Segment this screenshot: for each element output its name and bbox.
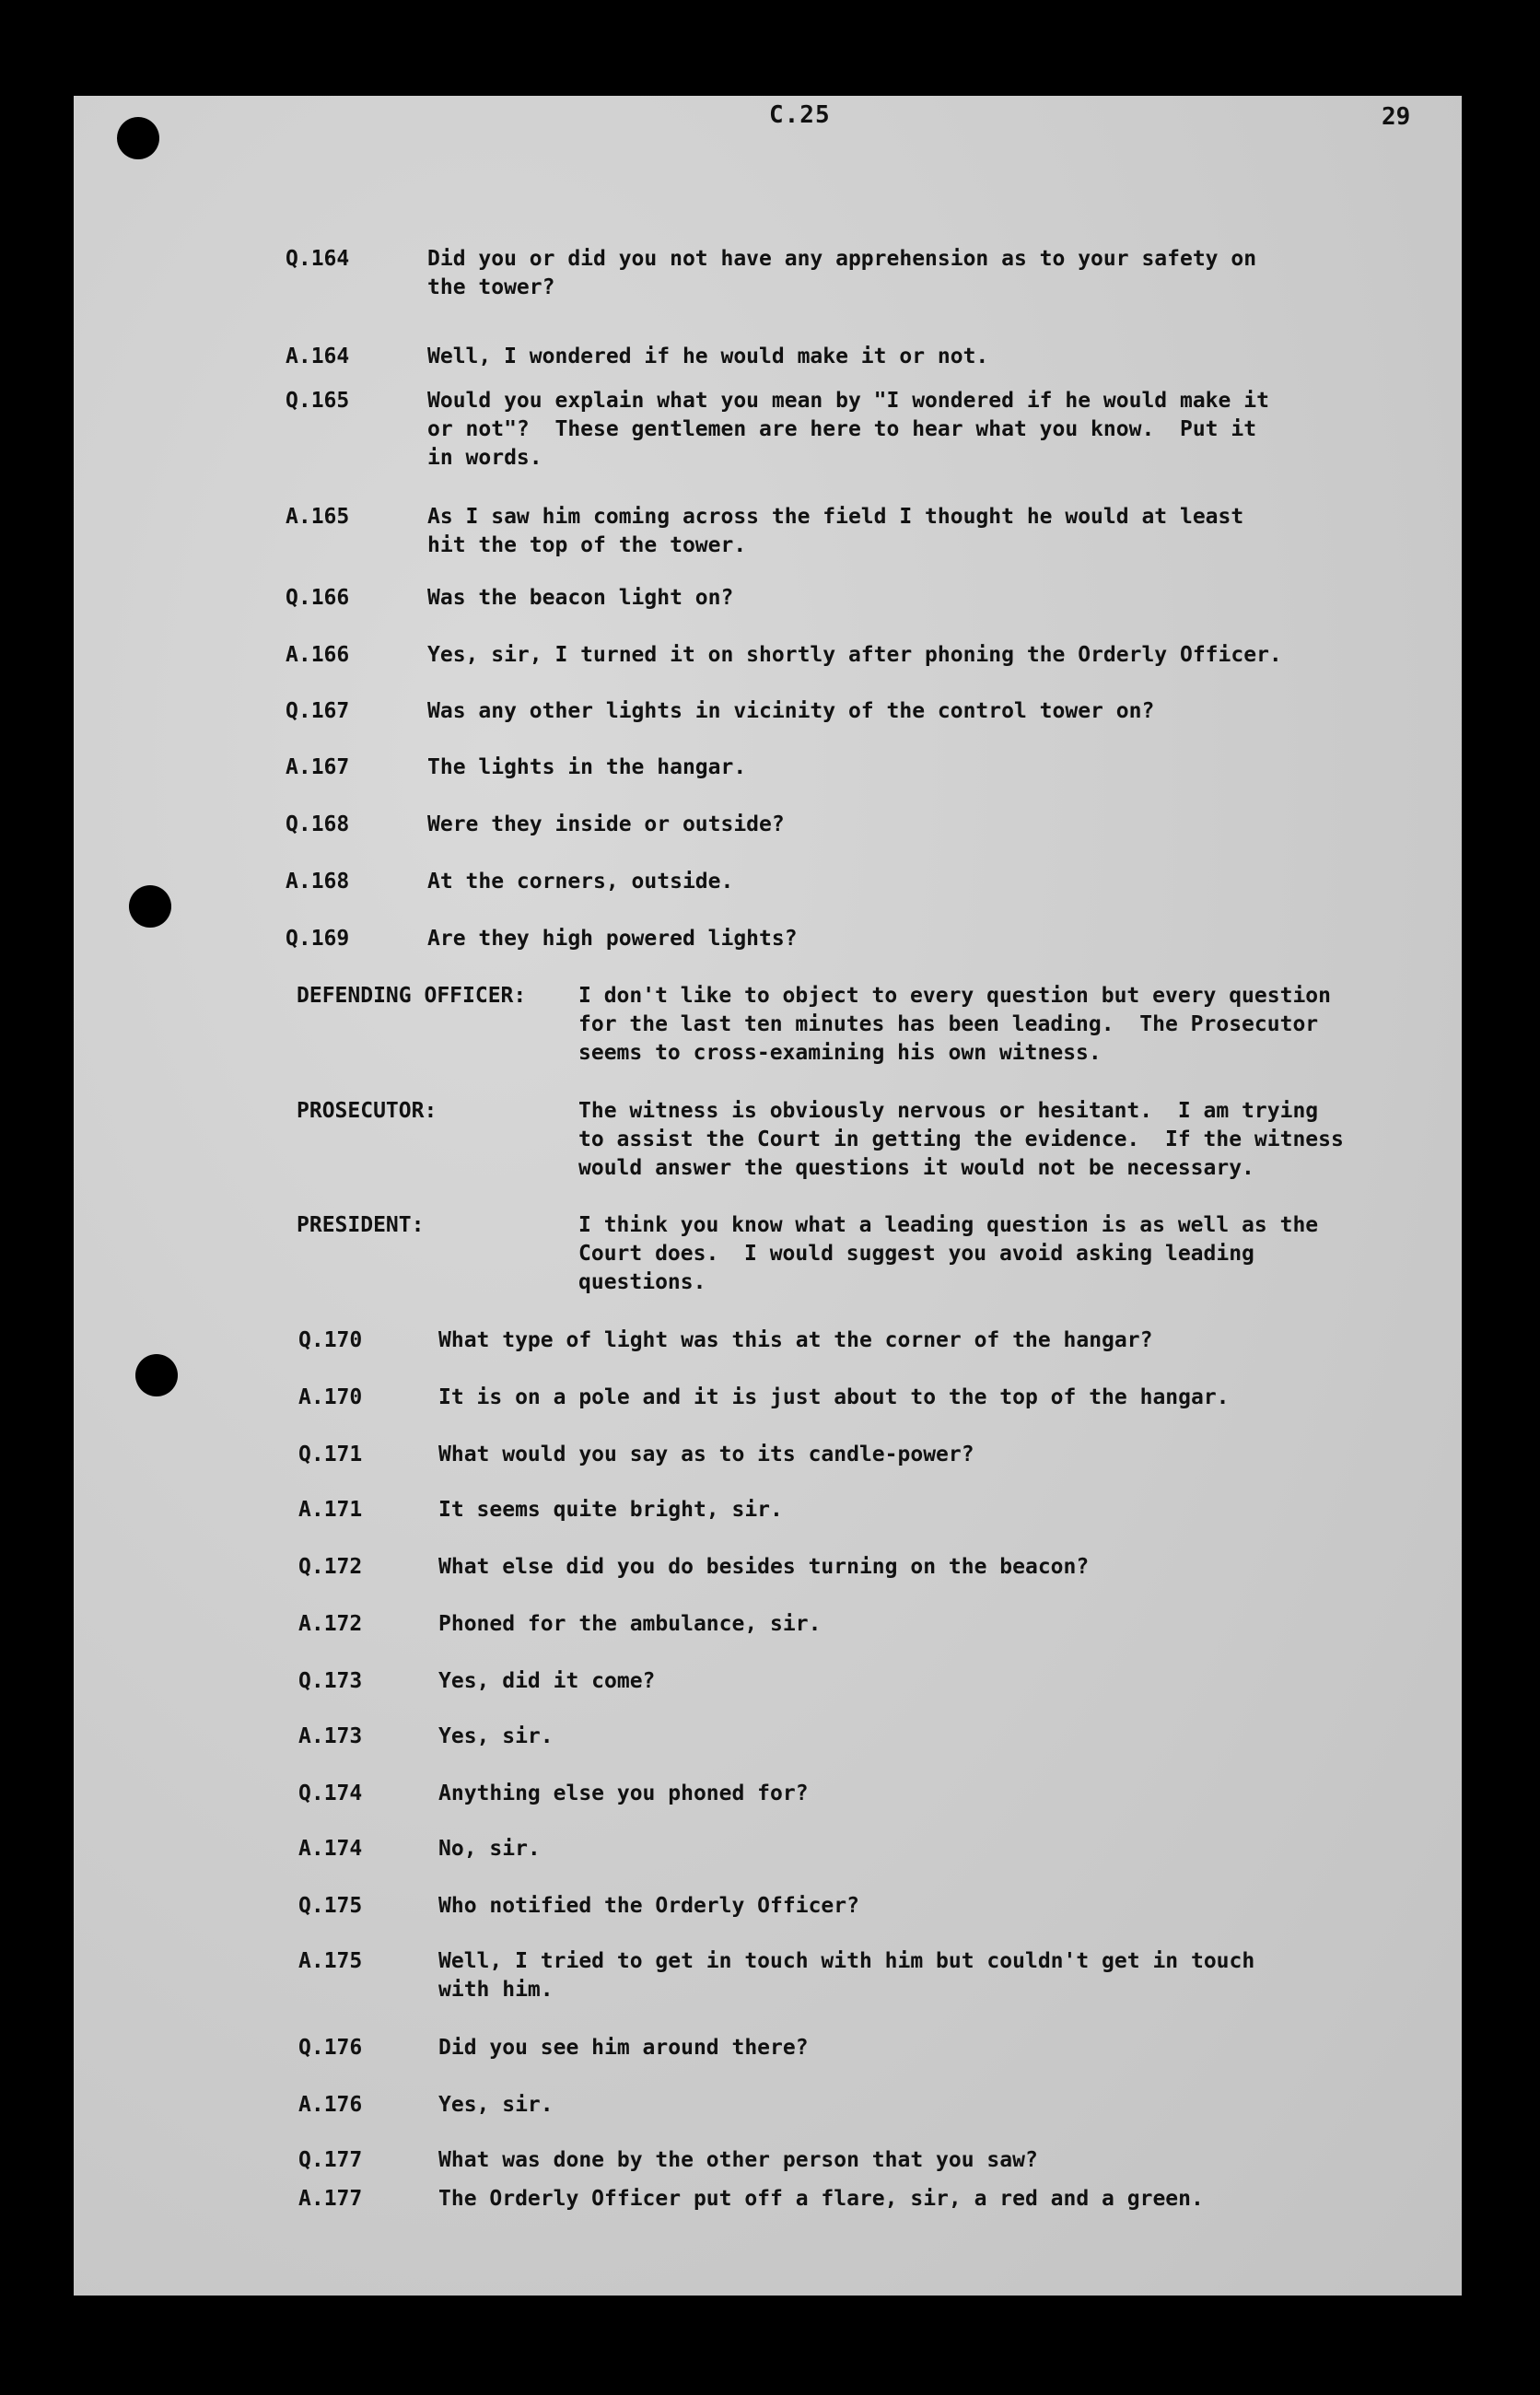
speaker-text-line: questions. [578,1270,706,1294]
qa-text-line: hit the top of the tower. [427,533,747,557]
qa-text-line: Yes, sir. [438,1724,554,1748]
qa-entry [298,1441,1437,1469]
qa-label: Q.167 [286,699,350,723]
qa-entry [298,1610,1437,1639]
punch-hole-1 [117,117,159,159]
qa-label: Q.170 [298,1328,363,1352]
speaker-entry [297,982,1437,1068]
qa-entry [286,811,1437,839]
qa-text-line: The Orderly Officer put off a flare, sir, a red and a green. [438,2187,1204,2211]
qa-text-line: Phoned for the ambulance, sir. [438,1612,822,1636]
page-header-code: C.25 [769,101,831,129]
qa-entry [286,584,1437,613]
qa-entry [298,2091,1437,2120]
speaker-label: DEFENDING OFFICER: [297,984,527,1008]
speaker-label: PROSECUTOR: [297,1099,438,1123]
qa-text-line: in words. [427,446,542,470]
qa-text-line: As I saw him coming across the field I thought he would at least [427,505,1244,529]
qa-label: A.164 [286,345,350,368]
qa-label: Q.173 [298,1669,363,1693]
qa-label: Q.175 [298,1894,363,1918]
speaker-entry [297,1097,1437,1183]
qa-entry [286,697,1437,726]
qa-label: Q.169 [286,927,350,951]
qa-label: Q.177 [298,2148,363,2172]
qa-entry [286,343,1437,371]
qa-entry [286,245,1437,302]
qa-label: A.168 [286,870,350,894]
speaker-text-line: seems to cross-examining his own witness. [578,1041,1102,1065]
qa-label: A.176 [298,2093,363,2117]
qa-label: Q.165 [286,389,350,413]
qa-label: A.174 [298,1837,363,1861]
qa-entry [286,754,1437,782]
speaker-text-line: would answer the questions it would not be necessary. [578,1156,1254,1180]
qa-text-line: Did you see him around there? [438,2036,809,2060]
qa-label: A.171 [298,1498,363,1522]
qa-text-line: with him. [438,1978,554,2002]
page-number: 29 [1382,103,1411,131]
qa-label: A.165 [286,505,350,529]
qa-text-line: Was the beacon light on? [427,586,734,610]
qa-text-line: What type of light was this at the corner of the hangar? [438,1328,1153,1352]
qa-text-line: Well, I wondered if he would make it or not. [427,345,989,368]
qa-entry [286,503,1437,560]
qa-entry [298,2185,1437,2214]
qa-entry [298,2034,1437,2062]
qa-text-line: Would you explain what you mean by "I wondered if he would make it [427,389,1269,413]
qa-text-line: Who notified the Orderly Officer? [438,1894,859,1918]
speaker-text-line: I think you know what a leading question is as well as the [578,1213,1319,1237]
qa-text-line: Was any other lights in vicinity of the control tower on? [427,699,1155,723]
qa-entry [286,868,1437,896]
qa-label: A.167 [286,755,350,779]
qa-entry [298,1947,1437,2004]
qa-entry [298,1835,1437,1863]
qa-label: Q.172 [298,1555,363,1579]
qa-entry [286,641,1437,670]
qa-entry [286,925,1437,953]
speaker-text-line: The witness is obviously nervous or hesitant. I am trying [578,1099,1319,1123]
qa-text-line: the tower? [427,275,555,299]
qa-entry [298,1496,1437,1525]
qa-label: Q.174 [298,1782,363,1805]
qa-text-line: What else did you do besides turning on the beacon? [438,1555,1090,1579]
speaker-label: PRESIDENT: [297,1213,425,1237]
qa-text-line: Were they inside or outside? [427,812,785,836]
qa-text-line: No, sir. [438,1837,541,1861]
qa-entry [298,1553,1437,1582]
qa-text-line: Are they high powered lights? [427,927,798,951]
speaker-entry [297,1211,1437,1297]
qa-text-line: It is on a pole and it is just about to the top of the hangar. [438,1385,1230,1409]
qa-label: Q.164 [286,247,350,271]
speaker-text-line: for the last ten minutes has been leading. The Prosecutor [578,1012,1319,1036]
qa-text-line: What would you say as to its candle-power? [438,1443,974,1466]
qa-label: Q.168 [286,812,350,836]
qa-text-line: What was done by the other person that you saw? [438,2148,1038,2172]
qa-entry [298,1780,1437,1808]
punch-hole-2 [129,885,171,928]
qa-label: A.172 [298,1612,363,1636]
qa-text-line: Yes, did it come? [438,1669,656,1693]
qa-text-line: or not"? These gentlemen are here to hear what you know. Put it [427,417,1257,441]
qa-label: A.177 [298,2187,363,2211]
qa-text-line: The lights in the hangar. [427,755,747,779]
qa-label: A.170 [298,1385,363,1409]
qa-entry [298,1667,1437,1696]
qa-entry [298,1723,1437,1751]
qa-label: A.173 [298,1724,363,1748]
qa-text-line: At the corners, outside. [427,870,734,894]
document-page [74,96,1462,2296]
qa-label: Q.166 [286,586,350,610]
qa-entry [286,387,1437,473]
speaker-text-line: Court does. I would suggest you avoid asking leading [578,1242,1254,1266]
qa-entry [298,2146,1437,2175]
qa-text-line: Anything else you phoned for? [438,1782,809,1805]
punch-hole-3 [135,1354,178,1396]
qa-text-line: Yes, sir. [438,2093,554,2117]
qa-label: Q.176 [298,2036,363,2060]
qa-entry [298,1384,1437,1412]
qa-label: A.175 [298,1949,363,1973]
qa-text-line: Did you or did you not have any apprehension as to your safety on [427,247,1257,271]
qa-text-line: It seems quite bright, sir. [438,1498,783,1522]
qa-label: A.166 [286,643,350,667]
qa-text-line: Yes, sir, I turned it on shortly after phoning the Orderly Officer. [427,643,1282,667]
qa-label: Q.171 [298,1443,363,1466]
qa-text-line: Well, I tried to get in touch with him but couldn't get in touch [438,1949,1255,1973]
speaker-text-line: I don't like to object to every question but every question [578,984,1331,1008]
speaker-text-line: to assist the Court in getting the evidence. If the witness [578,1127,1344,1151]
qa-entry [298,1326,1437,1355]
qa-entry [298,1892,1437,1921]
